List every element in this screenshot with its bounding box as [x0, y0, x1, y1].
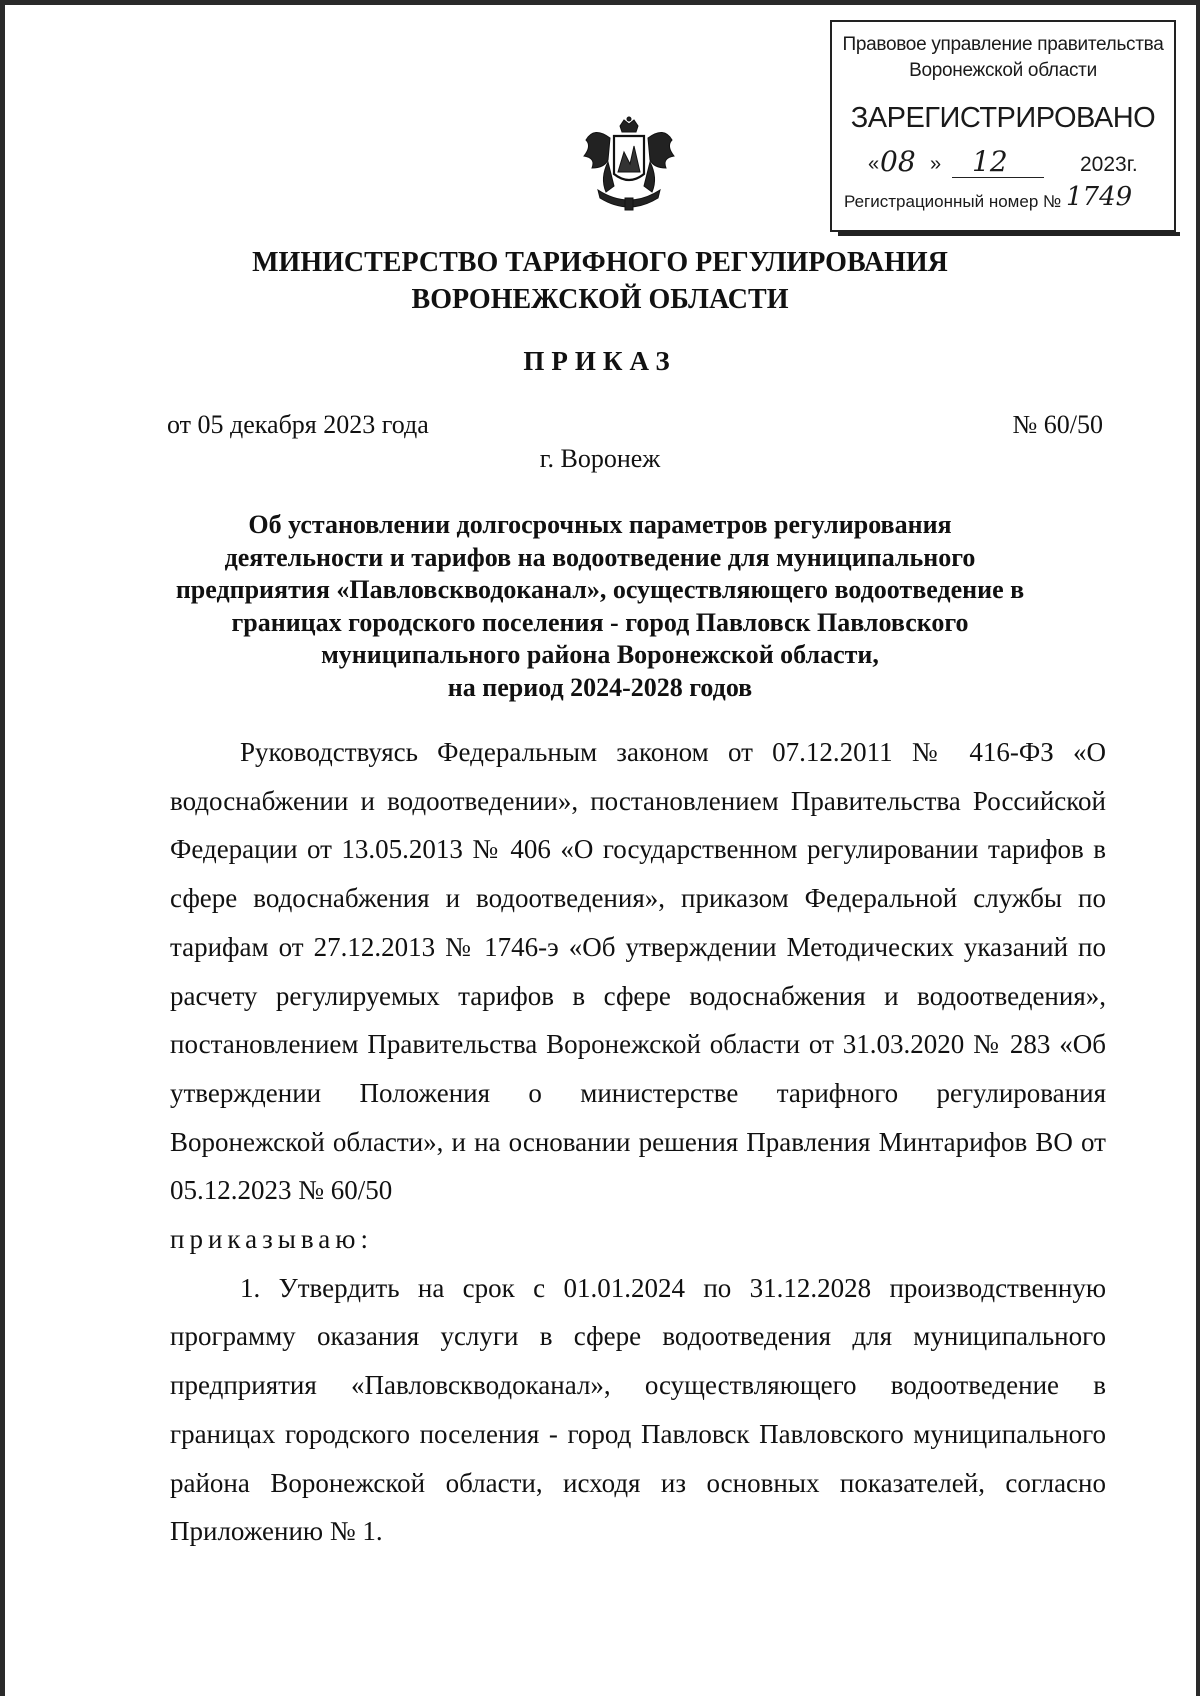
stamp-date	[832, 145, 1174, 185]
stamp-day: 08	[880, 145, 916, 178]
ministry-title-line1: МИНИСТЕРСТВО ТАРИФНОГО РЕГУЛИРОВАНИЯ	[252, 247, 948, 278]
subject-line: муниципального района Воронежской области,	[321, 640, 879, 669]
order-item-1: 1. Утвердить на срок с 01.01.2024 по 31.12.2028 производственную программу оказания услуги в сфере водоотведения для муниципального предприятия «Павловскводоканал», осуществляющего водоотведение в границах городского поселения - город Павловск Павловского муниципального района Воронежской области, исходя из основных показателей, согласно Приложению № 1.	[170, 1272, 1106, 1547]
order-subject	[0, 509, 1200, 704]
stamp-org-line1: Правовое управление правительства	[842, 34, 1164, 55]
subject-line: деятельности и тарифов на водоотведение для муниципального	[224, 542, 976, 572]
subject-line: предприятия «Павловскводоканал», осуществляющего водоотведение в	[175, 575, 1025, 604]
stamp-year: 2023г.	[1080, 153, 1138, 176]
preamble-paragraph: Руководствуясь Федеральным законом от 07.12.2011 № 416-ФЗ «О водоснабжении и водоотведении», постановлением Правительства Российской Федерации от 13.05.2013 № 406 «О государственном регулировании тарифов в сфере водоснабжения и водоотведения», приказом Федеральной службы по тарифам от 27.12.2013 № 1746-э «Об утверждении Методических указаний по расчету регулируемых тарифов в сфере водоснабжения и водоотведения», постановлением Правительства Воронежской области от 31.03.2020 № 283 «Об утверждении Положения о министерстве тарифного регулирования Воронежской области», и на основании решения Правления Минтарифов ВО от 05.12.2023 № 60/50	[170, 737, 1106, 1206]
stamp-org-line2: Воронежской области	[909, 60, 1097, 81]
scan-border-top	[0, 0, 1200, 5]
stamp-registered-label: ЗАРЕГИСТРИРОВАНО	[850, 102, 1156, 134]
subject-line: Об установлении долгосрочных параметров регулирования	[248, 510, 952, 539]
stamp-reg-number-line	[844, 182, 1133, 212]
coat-of-arms-icon	[578, 116, 680, 216]
stamp-quote-open: «	[868, 153, 880, 175]
order-word: приказываю:	[170, 1224, 373, 1255]
stamp-organization	[832, 32, 1174, 84]
stamp-quote-close: »	[930, 153, 942, 175]
ministry-title-line2: ВОРОНЕЖСКОЙ ОБЛАСТИ	[411, 284, 789, 315]
subject-line: границах городского поселения - город Павловск Павловского	[231, 607, 969, 637]
order-body	[170, 728, 1106, 1556]
order-city: г. Воронеж	[539, 444, 661, 473]
order-number: № 60/50	[1012, 410, 1103, 439]
stamp-reg-number: 1749	[1066, 182, 1133, 212]
ministry-title	[0, 244, 1200, 318]
subject-line: на период 2024-2028 годов	[447, 672, 753, 702]
order-date: от 05 декабря 2023 года	[167, 410, 429, 439]
registration-stamp	[830, 20, 1176, 232]
stamp-month: 12	[972, 145, 1008, 178]
stamp-reg-number-label: Регистрационный номер №	[844, 192, 1062, 211]
document-type: ПРИКАЗ	[523, 346, 677, 376]
